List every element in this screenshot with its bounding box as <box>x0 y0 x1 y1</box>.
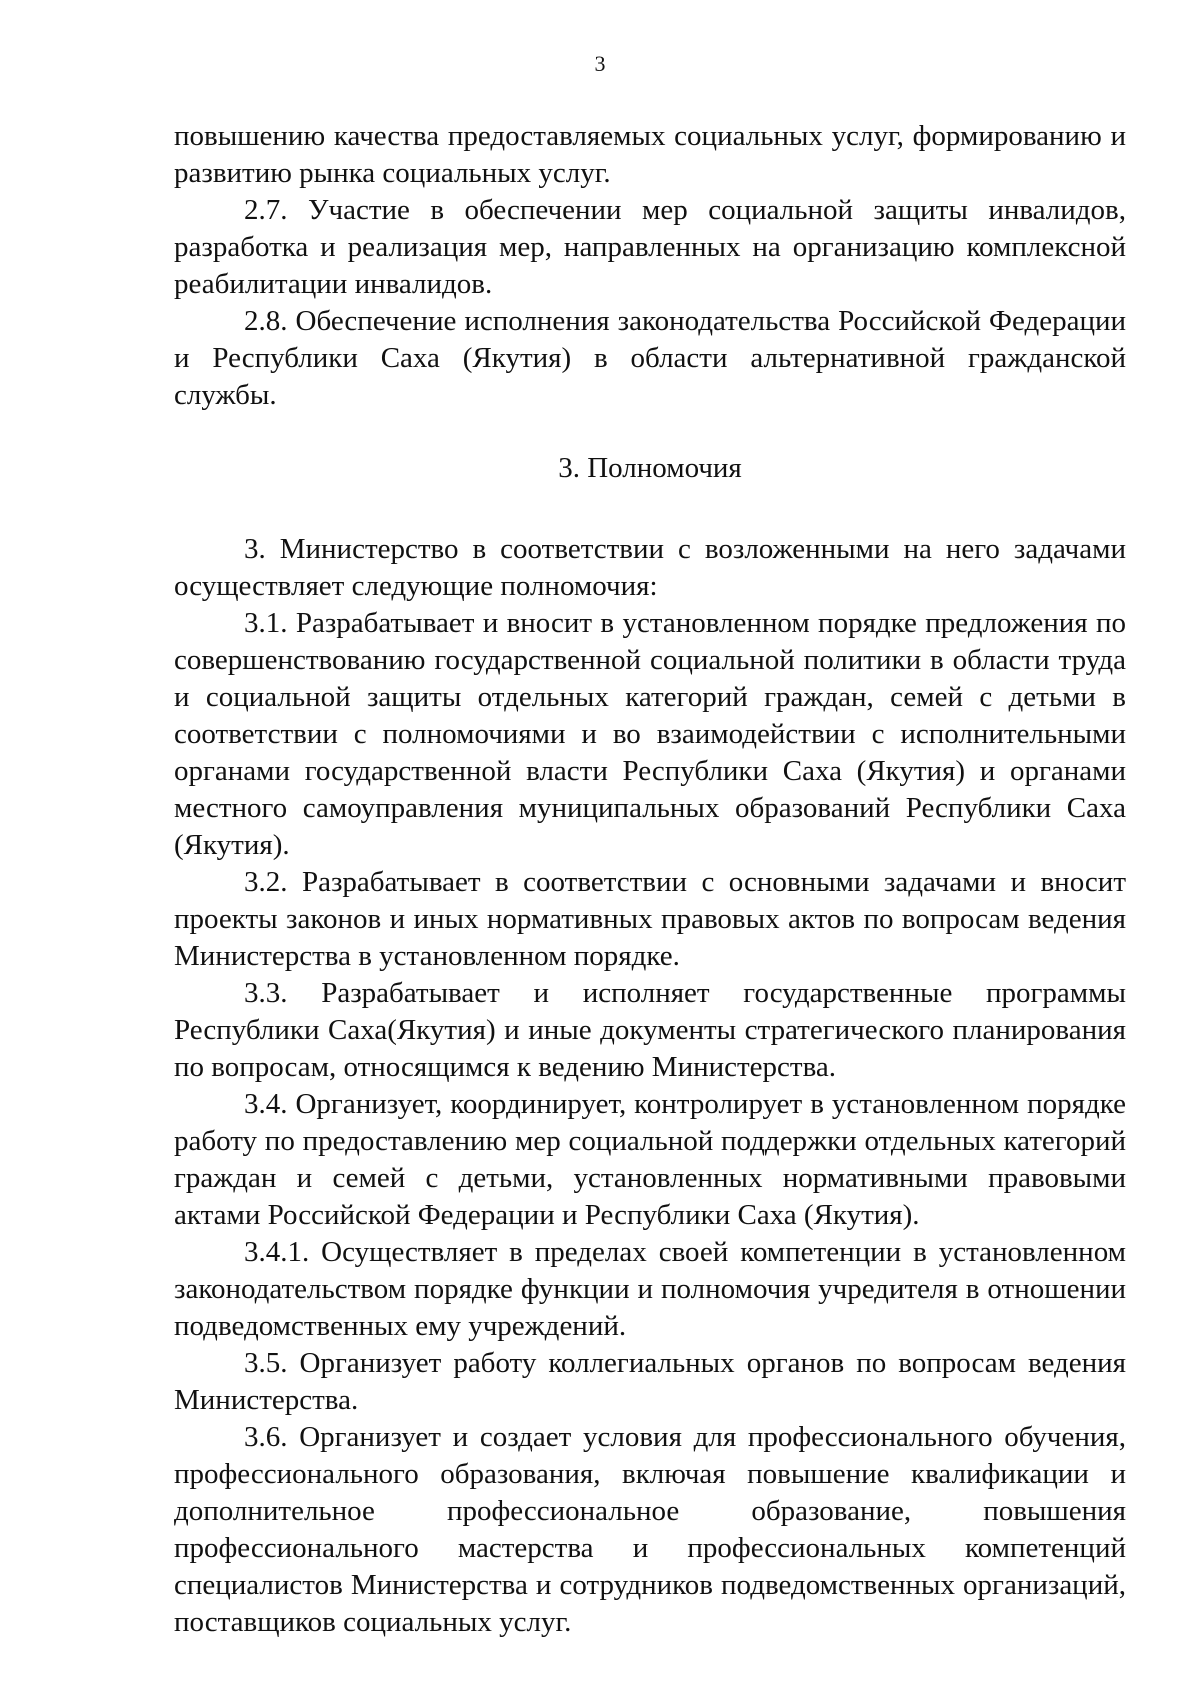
paragraph-2-8: 2.8. Обеспечение исполнения законодательства Российской Федерации и Республики Саха (Якутия) в области альтернативной гражданской службы. <box>174 305 1126 411</box>
page-number: 3 <box>594 51 606 76</box>
document-body <box>174 118 1126 1641</box>
section-title: 3. Полномочия <box>558 452 742 484</box>
paragraph-3-5: 3.5. Организует работу коллегиальных органов по вопросам ведения Министерства. <box>174 1347 1126 1416</box>
paragraph-3-6: 3.6. Организует и создает условия для профессионального обучения, профессионального образования, включая повышение квалификации и дополнительное профессиональное образование, повышения профессионального мастерства и профессиональных компетенций специалистов Министерства и сотрудников подведомственных организаций, поставщиков социальных услуг. <box>174 1421 1126 1638</box>
paragraph-continuation: повышению качества предоставляемых социальных услуг, формированию и развитию рынка социальных услуг. <box>174 120 1126 189</box>
paragraph-3-1: 3.1. Разрабатывает и вносит в установленном порядке предложения по совершенствованию государственной социальной политики в области труда и социальной защиты отдельных категорий граждан, семей с детьми в соответствии с полномочиями и во взаимодействии с исполнительными органами государственной власти Республики Саха (Якутия) и органами местного самоуправления муниципальных образований Республики Саха (Якутия). <box>174 607 1126 861</box>
paragraph-3-2: 3.2. Разрабатывает в соответствии с основными задачами и вносит проекты законов и иных нормативных правовых актов по вопросам ведения Министерства в установленном порядке. <box>174 866 1126 972</box>
paragraph-3: 3. Министерство в соответствии с возложенными на него задачами осуществляет следующие полномочия: <box>174 533 1126 602</box>
paragraph-2-7: 2.7. Участие в обеспечении мер социальной защиты инвалидов, разработка и реализация мер, направленных на организацию комплексной реабилитации инвалидов. <box>174 194 1126 300</box>
paragraph-3-3: 3.3. Разрабатывает и исполняет государственные программы Республики Саха(Якутия) и иные документы стратегического планирования по вопросам, относящимся к ведению Министерства. <box>174 977 1126 1083</box>
paragraph-3-4: 3.4. Организует, координирует, контролирует в установленном порядке работу по предоставлению мер социальной поддержки отдельных категорий граждан и семей с детьми, установленных нормативными правовыми актами Российской Федерации и Республики Саха (Якутия). <box>174 1088 1126 1231</box>
paragraph-3-4-1: 3.4.1. Осуществляет в пределах своей компетенции в установленном законодательством порядке функции и полномочия учредителя в отношении подведомственных ему учреждений. <box>174 1236 1126 1342</box>
